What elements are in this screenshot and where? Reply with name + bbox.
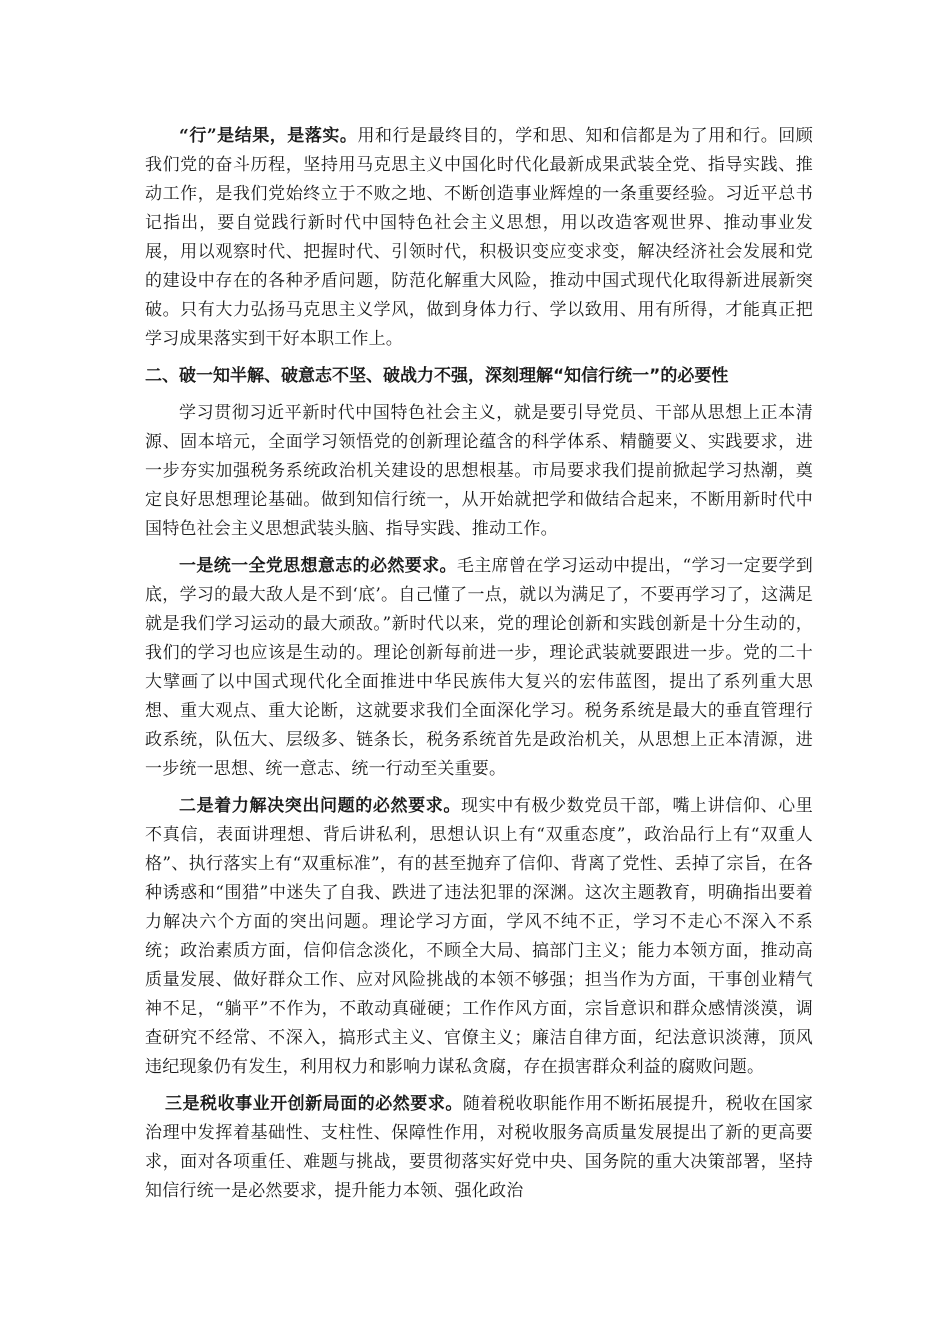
paragraph-text: 现实中有极少数党员干部，嘴上讲信仰、心里不真信，表面讲理想、背后讲私利，思想认识上有“双重态度”，政治品行上有“双重人格”、执行落实上有“双重标准”，有的甚至抛弃了信仰、背离了党性、丢掉了宗旨，在各种诱惑和“围猎”中迷失了自我、跌进了违法犯罪的深渊。这次主题教育，明确指出要着力解决六个方面的突出问题。理论学习方面，学风不纯不正，学习不走心不深入不系统；政治素质方面，信仰信念淡化，不顾全大局、搞部门主义；能力本领方面，推动高质量发展、做好群众工作、应对风险挑战的本领不够强；担当作为方面，干事创业精气神不足，“躺平”不作为，不敢动真碰硬；工作作风方面，宗旨意识和群众感情淡漠，调查研究不经常、不深入，搞形式主义、官僚主义；廉洁自律方面，纪法意识淡薄，顶风违纪现象仍有发生，利用权力和影响力谋私贪腐，存在损害群众利益的腐败问题。 bbox=[145, 796, 814, 1077]
document-body bbox=[145, 122, 813, 1206]
paragraph-text: 用和行是最终目的，学和思、知和信都是为了用和行。回顾我们党的奋斗历程，坚持用马克思主义中国化时代化最新成果武装全党、指导实践、推动工作，是我们党始终立于不败之地、不断创造事业辉煌的一条重要经验。习近平总书记指出，要自觉践行新时代中国特色社会主义思想，用以改造客观世界、推动事业发展，用以观察时代、把握时代、引领时代，积极识变应变求变，解决经济社会发展和党的建设中存在的各种矛盾问题，防范化解重大风险，推动中国式现代化取得新进展新突破。只有大力弘扬马克思主义学风，做到身体力行、学以致用、用有所得，才能真正把学习成果落实到干好本职工作上。 bbox=[145, 126, 813, 349]
paragraph-intro: 学习贯彻习近平新时代中国特色社会主义，就是要引导党员、干部从思想上正本清源、固本培元，全面学习领悟党的创新理论蕴含的科学体系、精髓要义、实践要求，进一步夯实加强税务系统政治机关建设的思想根基。市局要求我们提前掀起学习热潮，奠定良好思想理论基础。做到知信行统一，从开始就把学和做结合起来，不断用新时代中国特色社会主义思想武装头脑、指导实践、推动工作。 bbox=[145, 403, 813, 539]
paragraph-lead: “行”是结果，是落实。 bbox=[179, 126, 358, 146]
section-heading-2: 二、破一知半解、破意志不坚、破战力不强，深刻理解“知信行统一”的必要性 bbox=[145, 366, 729, 386]
paragraph-point-2 bbox=[145, 792, 813, 1082]
paragraph-xing bbox=[145, 122, 813, 354]
paragraph-point-1 bbox=[145, 552, 813, 784]
paragraph-lead: 二是着力解决突出问题的必然要求。 bbox=[179, 796, 461, 816]
paragraph-lead: 三是税收事业开创新局面的必然要求。 bbox=[165, 1094, 463, 1114]
paragraph-point-3 bbox=[145, 1090, 813, 1206]
paragraph-text: 随着税收职能作用不断拓展提升，税收在国家治理中发挥着基础性、支柱性、保障性作用，对税收服务高质量发展提出了新的更高要求，面对各项重任、难题与挑战，要贯彻落实好党中央、国务院的重大决策部署，坚持知信行统一是必然要求，提升能力本领、强化政治 bbox=[145, 1094, 813, 1201]
paragraph-text: 毛主席曾在学习运动中提出，“学习一定要学到底，学习的最大敌人是不到‘底’。自己懂了一点，就以为满足了，不要再学习了，这满足就是我们学习运动的最大顽敌。”新时代以来，党的理论创新和实践创新是十分生动的，我们的学习也应该是生动的。理论创新每前进一步，理论武装就要跟进一步。党的二十大擘画了以中国式现代化全面推进中华民族伟大复兴的宏伟蓝图，提出了系列重大思想、重大观点、重大论断，这就要求我们全面深化学习。税务系统是最大的垂直管理行政系统，队伍大、层级多、链条长，税务系统首先是政治机关，从思想上正本清源，进一步统一思想、统一意志、统一行动至关重要。 bbox=[145, 556, 813, 779]
paragraph-lead: 一是统一全党思想意志的必然要求。 bbox=[179, 556, 457, 576]
